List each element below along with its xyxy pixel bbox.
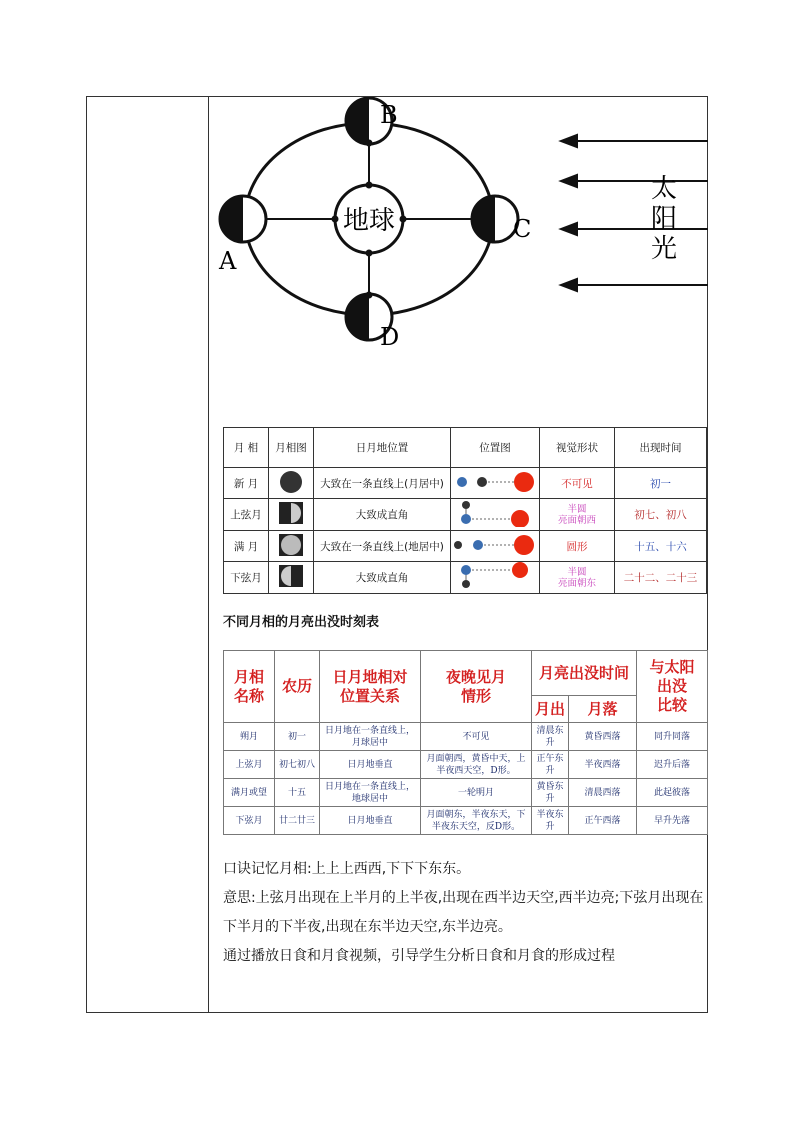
earth-label: 地球 [342, 206, 396, 236]
mnemonic-text: 口诀记忆月相:上上上西西,下下下东东。 [223, 861, 471, 877]
header-diagram: 位置图 [451, 428, 540, 468]
header-position: 日月地位置 [314, 428, 451, 468]
content-cell [209, 97, 707, 1012]
table-row: 新 月 大致在一条直线上(月居中) 不可见 初一 [224, 468, 707, 499]
moon-image-last-quarter [269, 562, 314, 594]
rise-table-title: 不同月相的月亮出没时刻表 [223, 615, 380, 630]
moon-rise-set-table [223, 650, 708, 835]
moon-a [220, 196, 266, 242]
sunlight-char-3: 光 [650, 234, 678, 264]
moon-orbit-diagram [209, 97, 708, 407]
moon-image-new [269, 468, 314, 499]
label-a: A [219, 247, 237, 275]
header-image: 月相图 [269, 428, 314, 468]
header-phase: 月 相 [224, 428, 269, 468]
position-diagram-full [451, 531, 540, 562]
moon-image-full [269, 531, 314, 562]
header-rise: 月出 [532, 696, 569, 723]
table-row: 下弦月 廿二廿三 日月地垂直 月面朝东，半夜东天，下半夜东天空，反D形。 半夜东升 正午西落 早升先落 [224, 807, 708, 835]
header-night: 夜晚见月 情形 [421, 651, 532, 723]
notes [223, 855, 713, 971]
header-rise-set: 月亮出没时间 [532, 651, 637, 696]
header-lunar: 农历 [275, 651, 320, 723]
activity-text: 通过播放日食和月食视频，引导学生分析日食和月食的形成过程 [223, 948, 615, 964]
header-time: 出现时间 [615, 428, 707, 468]
sunlight-char-1: 太 [650, 174, 678, 204]
position-diagram-first-quarter [451, 499, 540, 531]
position-diagram-new [451, 468, 540, 499]
table-row: 上弦月 初七初八 日月地垂直 月面朝西，黄昏中天，上半夜西天空，D形。 正午东升 半夜西落 迟升后落 [224, 751, 708, 779]
table-row: 满 月 大致在一条直线上(地居中) 圆形 十五、十六 [224, 531, 707, 562]
table-row: 朔月 初一 日月地在一条直线上，月球居中 不可见 清晨东升 黄昏西落 同升同落 [224, 723, 708, 751]
label-d: D [380, 323, 400, 351]
table-row: 下弦月 大致成直角 半圆 亮面朝东 二十二、二十三 [224, 562, 707, 594]
meaning-text: 意思:上弦月出现在上半月的上半夜,出现在西半边天空,西半边亮;下弦月出现在下半月的下半夜,出现在东半边天空,东半边亮。 [223, 890, 704, 935]
header-relation: 日月地相对 位置关系 [320, 651, 421, 723]
moon-image-first-quarter [269, 499, 314, 531]
sunlight-arrows [561, 135, 708, 291]
table-row: 上弦月 大致成直角 半圆 亮面朝西 初七、初八 [224, 499, 707, 531]
lesson-table [86, 96, 708, 1013]
header-compare: 与太阳 出没 比较 [637, 651, 708, 723]
table-row: 满月或望 十五 日月地在一条直线上，地球居中 一轮明月 黄昏东升 清晨西落 此起彼落 [224, 779, 708, 807]
moon-phase-table [223, 427, 707, 594]
position-diagram-last-quarter [451, 562, 540, 594]
header-shape: 视觉形状 [540, 428, 615, 468]
sunlight-char-2: 阳 [650, 204, 678, 234]
header-set: 月落 [569, 696, 637, 723]
moon-c [472, 196, 518, 242]
label-c: C [513, 215, 532, 243]
label-b: B [380, 101, 398, 129]
header-phase-name: 月相 名称 [224, 651, 275, 723]
